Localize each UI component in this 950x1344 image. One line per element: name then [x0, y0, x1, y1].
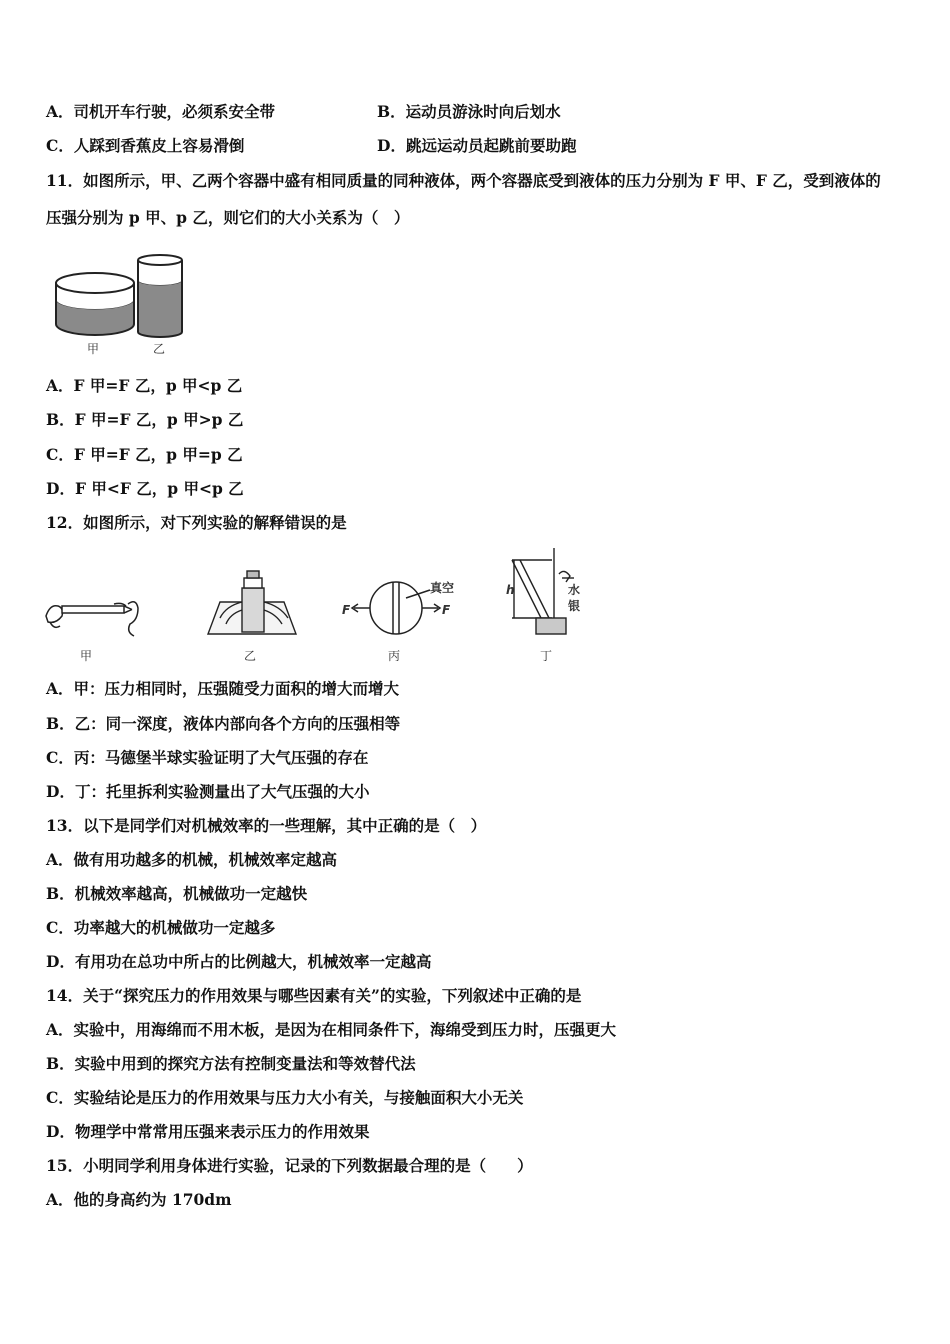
q14-option-d: D．物理学中常常用压强来表示压力的作用效果 — [46, 1122, 370, 1141]
q12-mercury-label-1: 水 — [568, 583, 581, 597]
q13-option-c: C．功率越大的机械做功一定越多 — [46, 918, 276, 937]
q12-label-ding: 丁 — [540, 649, 553, 663]
q13-option-d: D．有用功在总功中所占的比例越大，机械效率一定越高 — [46, 952, 432, 971]
q11-option-b: B．F 甲=F 乙，p 甲>p 乙 — [46, 410, 244, 429]
q12-option-a: A．甲：压力相同时，压强随受力面积的增大而增大 — [46, 679, 400, 698]
q12-option-b: B．乙：同一深度，液体内部向各个方向的压强相等 — [46, 714, 401, 733]
q11-stem-line2: 压强分别为 p 甲、p 乙，则它们的大小关系为（ ） — [46, 208, 410, 227]
q13-stem: 13．以下是同学们对机械效率的一些理解，其中正确的是（ ） — [46, 816, 487, 835]
q14-option-a: A．实验中，用海绵而不用木板，是因为在相同条件下，海绵受到压力时，压强更大 — [46, 1020, 617, 1039]
q11-label-jia: 甲 — [87, 342, 100, 356]
q11-label-yi: 乙 — [153, 342, 166, 356]
pencil-fingers-sketch — [46, 602, 138, 636]
q11-option-a: A．F 甲=F 乙，p 甲<p 乙 — [46, 376, 243, 395]
q12-vacuum-label: 真空 — [430, 581, 455, 595]
q11-option-c: C．F 甲=F 乙，p 甲=p 乙 — [46, 445, 243, 464]
q12-label-jia: 甲 — [80, 649, 93, 663]
q11-containers-figure — [48, 250, 198, 362]
bottle-jets-sketch — [208, 571, 296, 634]
q14-stem: 14．关于“探究压力的作用效果与哪些因素有关”的实验，下列叙述中正确的是 — [46, 986, 582, 1005]
q12-stem: 12．如图所示，对下列实验的解释错误的是 — [46, 513, 347, 532]
q10-option-a: A．司机开车行驶，必须系安全带 — [46, 102, 276, 121]
q12-experiments-figure — [44, 546, 584, 666]
q12-force-left: F — [342, 603, 351, 617]
magdeburg-hemispheres-sketch — [352, 582, 440, 634]
q12-label-yi: 乙 — [244, 649, 257, 663]
q12-height-label: h — [506, 583, 515, 597]
q11-option-d: D．F 甲<F 乙，p 甲<p 乙 — [46, 479, 244, 498]
q10-option-d: D．跳远运动员起跳前要助跑 — [377, 136, 577, 155]
q15-option-a: A．他的身高约为 170dm — [46, 1190, 232, 1209]
q13-option-a: A．做有用功越多的机械，机械效率定越高 — [46, 850, 338, 869]
q15-stem: 15．小明同学利用身体进行实验，记录的下列数据最合理的是（ ） — [46, 1156, 533, 1175]
q14-option-b: B．实验中用到的探究方法有控制变量法和等效替代法 — [46, 1054, 416, 1073]
torricelli-sketch — [512, 548, 574, 634]
q12-option-c: C．丙：马德堡半球实验证明了大气压强的存在 — [46, 748, 369, 767]
q13-option-b: B．机械效率越高，机械做功一定越快 — [46, 884, 308, 903]
container-jia — [56, 273, 134, 335]
q12-option-d: D．丁：托里拆利实验测量出了大气压强的大小 — [46, 782, 370, 801]
container-yi — [138, 255, 182, 337]
q14-option-c: C．实验结论是压力的作用效果与压力大小有关，与接触面积大小无关 — [46, 1088, 524, 1107]
q10-option-b: B．运动员游泳时向后划水 — [377, 102, 561, 121]
q12-label-bing: 丙 — [388, 649, 401, 663]
q11-stem-line1: 11．如图所示，甲、乙两个容器中盛有相同质量的同种液体，两个容器底受到液体的压力分别为 F 甲、F 乙，受到液体的 — [46, 171, 881, 190]
q12-force-right: F — [442, 603, 451, 617]
q12-mercury-label-2: 银 — [568, 599, 581, 613]
q10-option-c: C．人踩到香蕉皮上容易滑倒 — [46, 136, 245, 155]
